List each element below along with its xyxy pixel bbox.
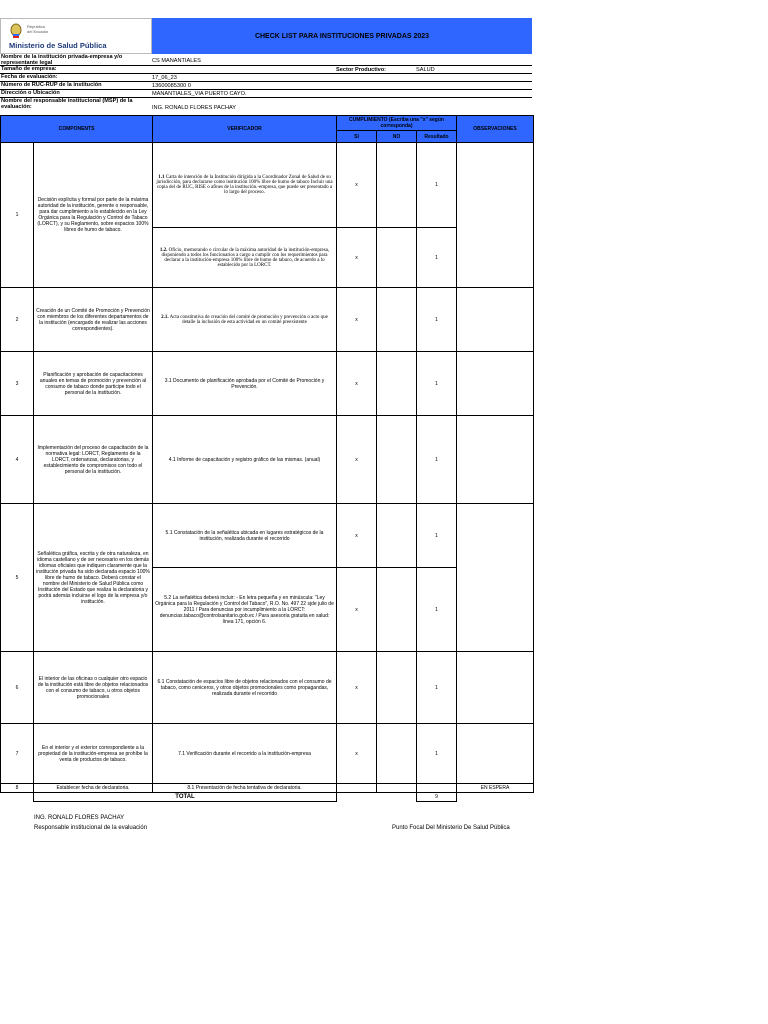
ruc-value: 13600085300 0 <box>152 83 191 89</box>
header-result: Resultado <box>417 131 457 143</box>
cell-result[interactable]: 1 <box>417 143 457 228</box>
cell-si[interactable]: x <box>337 288 377 352</box>
sector-value: SALUD <box>416 67 435 73</box>
row-number: 8 <box>1 784 34 793</box>
row-component: Señalética gráfica, escrita y de otra naturaleza, en idioma castellano y de ser necesario en los demás idiomas oficiales que indiquen claramente que la institución privada ha sido declarada espacio 100% libre de humo de tabaco. Deberá constar el nombre del Ministerio de Salud Pública como Institución del Estado que realiza la declaratoria y podrá además incluirse el logo de la empresa y/o institución. <box>34 504 153 652</box>
row-component: Decisión explícita y formal por parte de la máxima autoridad de la institución, gerente o responsable, para dar cumplimiento a lo establecido en la Ley Orgánica para la Regulación y Control de Tabaco (LORCT), y su Reglamento, sobre espacios 100% libres de humo de tabaco. <box>34 143 153 288</box>
ecuador-coat-of-arms-icon <box>9 23 23 39</box>
verifier-text: Acta constitutiva de creación del comité de promoción y prevención o acto que detalle la inclusión de esta actividad en un comité preexistente <box>168 314 328 325</box>
logo-box <box>0 18 152 54</box>
header-components: COMPONENTS <box>1 116 153 143</box>
address-value: MANANTIALES_VIA PUERTO CAYO. <box>152 91 247 97</box>
cell-observation[interactable] <box>457 652 534 724</box>
row-number: 7 <box>1 724 34 784</box>
row-component: Establecer fecha de declaratoria. <box>34 784 153 793</box>
table-row <box>1 288 534 352</box>
total-row <box>1 793 534 802</box>
total-value: 9 <box>417 793 457 802</box>
row-number: 5 <box>1 504 34 652</box>
institution-label: Nombre de la institución privada-empresa y/o representante legal <box>1 54 123 66</box>
cell-observation[interactable] <box>457 288 534 352</box>
cell-result[interactable]: 1 <box>417 568 457 652</box>
cell-observation[interactable]: EN ESPERA <box>457 784 534 793</box>
cell-no[interactable] <box>377 652 417 724</box>
verifier-bold: 1.1 <box>158 175 165 180</box>
cell-result[interactable]: 1 <box>417 504 457 568</box>
cell-si[interactable]: x <box>337 568 377 652</box>
cell-result[interactable]: 1 <box>417 352 457 416</box>
cell-observation[interactable] <box>457 143 534 288</box>
header-no: NO <box>377 131 417 143</box>
responsible-value: ING. RONALD FLORES PACHAY <box>152 105 237 111</box>
cell-result[interactable]: 1 <box>417 288 457 352</box>
checklist-table <box>0 115 534 802</box>
row-verifier: 3.1 Documento de planificación aprobada por el Comité de Promoción y Prevención. <box>153 352 337 416</box>
institution-value: CS MANANTIALES <box>152 58 201 64</box>
table-row <box>1 652 534 724</box>
address-label: Dirección o Ubicación <box>1 90 60 96</box>
verifier-bold: 1.2. <box>159 247 168 253</box>
cell-result[interactable] <box>417 784 457 793</box>
sector-label: Sector Productivo: <box>336 67 387 73</box>
responsible-label: Nombre del responsable institucional (MSP) de la evaluación: <box>1 98 133 110</box>
verifier-bold: 2.1. <box>161 314 169 320</box>
row-number: 4 <box>1 416 34 504</box>
cell-observation[interactable] <box>457 416 534 504</box>
cell-no[interactable] <box>377 416 417 504</box>
info-size <box>0 66 532 74</box>
cell-result[interactable]: 1 <box>417 724 457 784</box>
total-label: TOTAL <box>34 793 337 802</box>
verifier-text: Oficio, memorando o circular de la máxima autoridad de la institución-empresa, disponiendo a todos los funcionarios a cargo a cumplir con los requerimientos para declarar a la institución-empresa 100% libre de humo de tabaco, de acuerdo a lo establecido por la LORCT. <box>161 247 330 268</box>
row-component: En el interior y el exterior correspondiente a la propiedad de la institución-empresa se prohíbe la venta de productos de tabaco. <box>34 724 153 784</box>
cell-si[interactable]: x <box>337 724 377 784</box>
row-component: El interior de las oficinas o cualquier otro espacio de la institución está libre de objetos relacionados con el consumo de tabaco, u otros objetos promocionales <box>34 652 153 724</box>
row-verifier: 5.1 Constatación de la señalética ubicada en lugares estratégicos de la institución, realizada durante el recorrido <box>153 504 337 568</box>
cell-si[interactable]: x <box>337 504 377 568</box>
cell-result[interactable]: 1 <box>417 652 457 724</box>
row-verifier: 6.1 Constatación de espacios libre de objetos relacionados con el consumo de tabaco, como ceniceros, y otros objetos promocionales como propagandas, realizada durante el recorrido <box>153 652 337 724</box>
cell-si[interactable]: x <box>337 352 377 416</box>
logo-republica: República <box>27 24 45 29</box>
page-title: CHECK LIST PARA INSTITUCIONES PRIVADAS 2023 <box>152 18 532 54</box>
info-responsible <box>0 98 532 115</box>
cell-no[interactable] <box>377 568 417 652</box>
row-verifier <box>153 143 337 228</box>
cell-si[interactable]: x <box>337 416 377 504</box>
row-number: 1 <box>1 143 34 288</box>
size-label: Tamaño de empresa: <box>1 66 57 72</box>
cell-observation[interactable] <box>457 724 534 784</box>
row-component: Creación de un Comité de Promoción y Prevención con miembros de los diferentes departamentos de la institución (encargado de realizar las acciones correspondientes). <box>34 288 153 352</box>
row-number: 6 <box>1 652 34 724</box>
date-label: Fecha de evaluación: <box>1 74 58 80</box>
header-verifier: VERIFICADOR <box>153 116 337 143</box>
cell-no[interactable] <box>377 724 417 784</box>
cell-no[interactable] <box>377 288 417 352</box>
logo-ecuador: del Ecuador <box>27 29 49 34</box>
table-row <box>1 416 534 504</box>
table-row <box>1 724 534 784</box>
table-row <box>1 504 534 568</box>
verifier-text: Carta de intención de la Institución dirigida a la Coordinador Zonal de Salud de su jurisdicción, para declararse como institución 100% libre de humo de tabaco Incluir una copia del de RUC, RISE o afines de la institución.-empresa, que puede ser presentado a lo largo del proceso. <box>156 175 333 195</box>
info-date <box>0 74 532 82</box>
ruc-label: Número de RUC-RUP de la institución <box>1 82 102 88</box>
row-component: Implementación del proceso de capacitación de la normativa legal: LORCT, Reglamento de la LORCT, ordenanzas, declaratorias, y establecimiento de compromisos con todo el personal de la institución. <box>34 416 153 504</box>
row-verifier: 8.1 Presentación de fecha tentativa de declaratoria. <box>153 784 337 793</box>
cell-si[interactable]: x <box>337 652 377 724</box>
cell-no[interactable] <box>377 228 417 288</box>
table-row <box>1 784 534 793</box>
row-verifier <box>153 228 337 288</box>
cell-si[interactable] <box>337 784 377 793</box>
date-value: 17_06_23 <box>152 75 177 81</box>
signature-name: ING. RONALD FLORES PACHAY <box>34 815 125 821</box>
cell-no[interactable] <box>377 784 417 793</box>
cell-result[interactable]: 1 <box>417 416 457 504</box>
cell-no[interactable] <box>377 352 417 416</box>
header-observations: OBSERVACIONES <box>457 116 534 143</box>
cell-si[interactable]: x <box>337 143 377 228</box>
row-verifier <box>153 288 337 352</box>
row-component: Planificación y aprobación de capacitaciones anuales en temas de promoción y prevención al consumo de tabaco donde participe todo el personal de la institución. <box>34 352 153 416</box>
header-si: SI <box>337 131 377 143</box>
row-number: 3 <box>1 352 34 416</box>
row-number: 2 <box>1 288 34 352</box>
signature-focal: Punto Focal Del Ministerio De Salud Pública <box>392 825 510 831</box>
cell-observation[interactable] <box>457 352 534 416</box>
signature-role: Responsable institucional de la evaluación <box>34 825 148 831</box>
cell-no[interactable] <box>377 504 417 568</box>
info-ruc <box>0 82 532 90</box>
info-address <box>0 90 532 98</box>
info-institution <box>0 54 532 66</box>
cell-no[interactable] <box>377 143 417 228</box>
row-verifier: 4.1 Informe de capacitación y registro gráfico de las mismas. (anual) <box>153 416 337 504</box>
table-row <box>1 143 534 228</box>
row-verifier: 5.2 La señalética deberá incluir: - En letra pequeña y en minúscula: "Ley Orgánica para la Regulación y Control del Tabaco", R.O. No. 497 22 sjde julio de 2011 / Para denuncias por incumplimiento a la LORCT: denuncias.tabaco@controlsanitario.gob.ec / Para asesoría gratuita en salud: línea 171, opción 6. <box>153 568 337 652</box>
cell-result[interactable]: 1 <box>417 228 457 288</box>
table-row <box>1 352 534 416</box>
cell-si[interactable]: x <box>337 228 377 288</box>
row-verifier: 7.1 Verificación durante el recorrido a la institución-empresa <box>153 724 337 784</box>
cell-observation[interactable] <box>457 504 534 652</box>
header-compliance: CUMPLIMIENTO (Escriba una "x" según corresponda) <box>337 116 457 131</box>
logo-ministry: Ministerio de Salud Pública <box>9 41 107 50</box>
